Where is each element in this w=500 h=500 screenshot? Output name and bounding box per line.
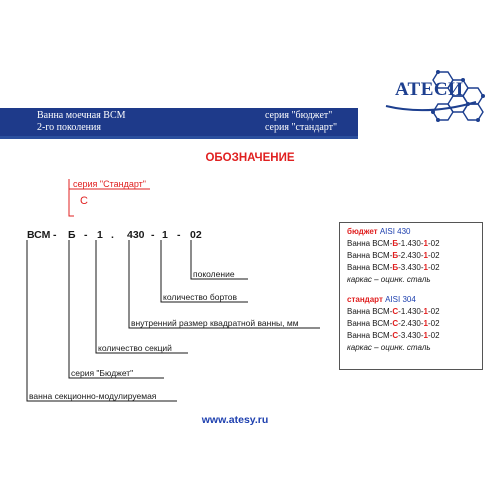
code-part-sections: 1	[97, 229, 103, 241]
standard-item: Ванна ВСМ-С-3.430-1-02	[347, 331, 440, 340]
standard-item: Ванна ВСМ-С-1.430-1-02	[347, 307, 440, 316]
model-info-box	[339, 222, 483, 370]
label-sides: количество бортов	[163, 292, 238, 302]
code-dot: .	[111, 229, 114, 241]
budget-item: Ванна ВСМ-Б-3.430-1-02	[347, 263, 440, 272]
logo-text: АТЕСИ	[395, 79, 464, 100]
standard-steel: AISI 304	[385, 295, 416, 304]
label-sections: количество секций	[98, 343, 172, 353]
code-part-sides: 1	[162, 229, 168, 241]
code-part-series: Б	[68, 229, 76, 241]
code-dash-1: -	[53, 229, 57, 241]
code-part-size: 430	[127, 229, 145, 241]
page-title: ОБОЗНАЧЕНИЕ	[205, 152, 295, 164]
standard-frame: каркас – оцинк. сталь	[347, 343, 431, 352]
header-series-budget: серия "бюджет"	[265, 110, 333, 121]
series-standard-label: серия "Стандарт"	[73, 179, 146, 189]
standard-heading: стандарт AISI 304	[347, 295, 416, 304]
header-series-standard: серия "стандарт"	[265, 122, 338, 133]
series-standard-letter: С	[80, 195, 88, 207]
code-dash-3: -	[151, 229, 155, 241]
standard-item: Ванна ВСМ-С-2.430-1-02	[347, 319, 440, 328]
code-part-vsm: ВСМ	[27, 229, 51, 241]
budget-heading: бюджет AISI 430	[347, 227, 411, 236]
label-series-budget: серия "Бюджет"	[71, 368, 134, 378]
label-generation: поколение	[193, 269, 235, 279]
budget-item: Ванна ВСМ-Б-1.430-1-02	[347, 239, 440, 248]
budget-frame: каркас – оцинк. сталь	[347, 275, 431, 284]
header-generation: 2-го поколения	[37, 122, 101, 133]
label-bath: ванна секционно-модулируемая	[29, 391, 157, 401]
code-dash-2: -	[84, 229, 88, 241]
label-inner-size: внутренний размер квадратной ванны, мм	[131, 318, 299, 328]
budget-item: Ванна ВСМ-Б-2.430-1-02	[347, 251, 440, 260]
code-part-generation: 02	[190, 229, 202, 241]
budget-steel: AISI 430	[379, 227, 411, 236]
code-dash-4: -	[177, 229, 181, 241]
header-product-name: Ванна моечная ВСМ	[37, 110, 126, 121]
website-link[interactable]: www.atesy.ru	[201, 414, 269, 426]
